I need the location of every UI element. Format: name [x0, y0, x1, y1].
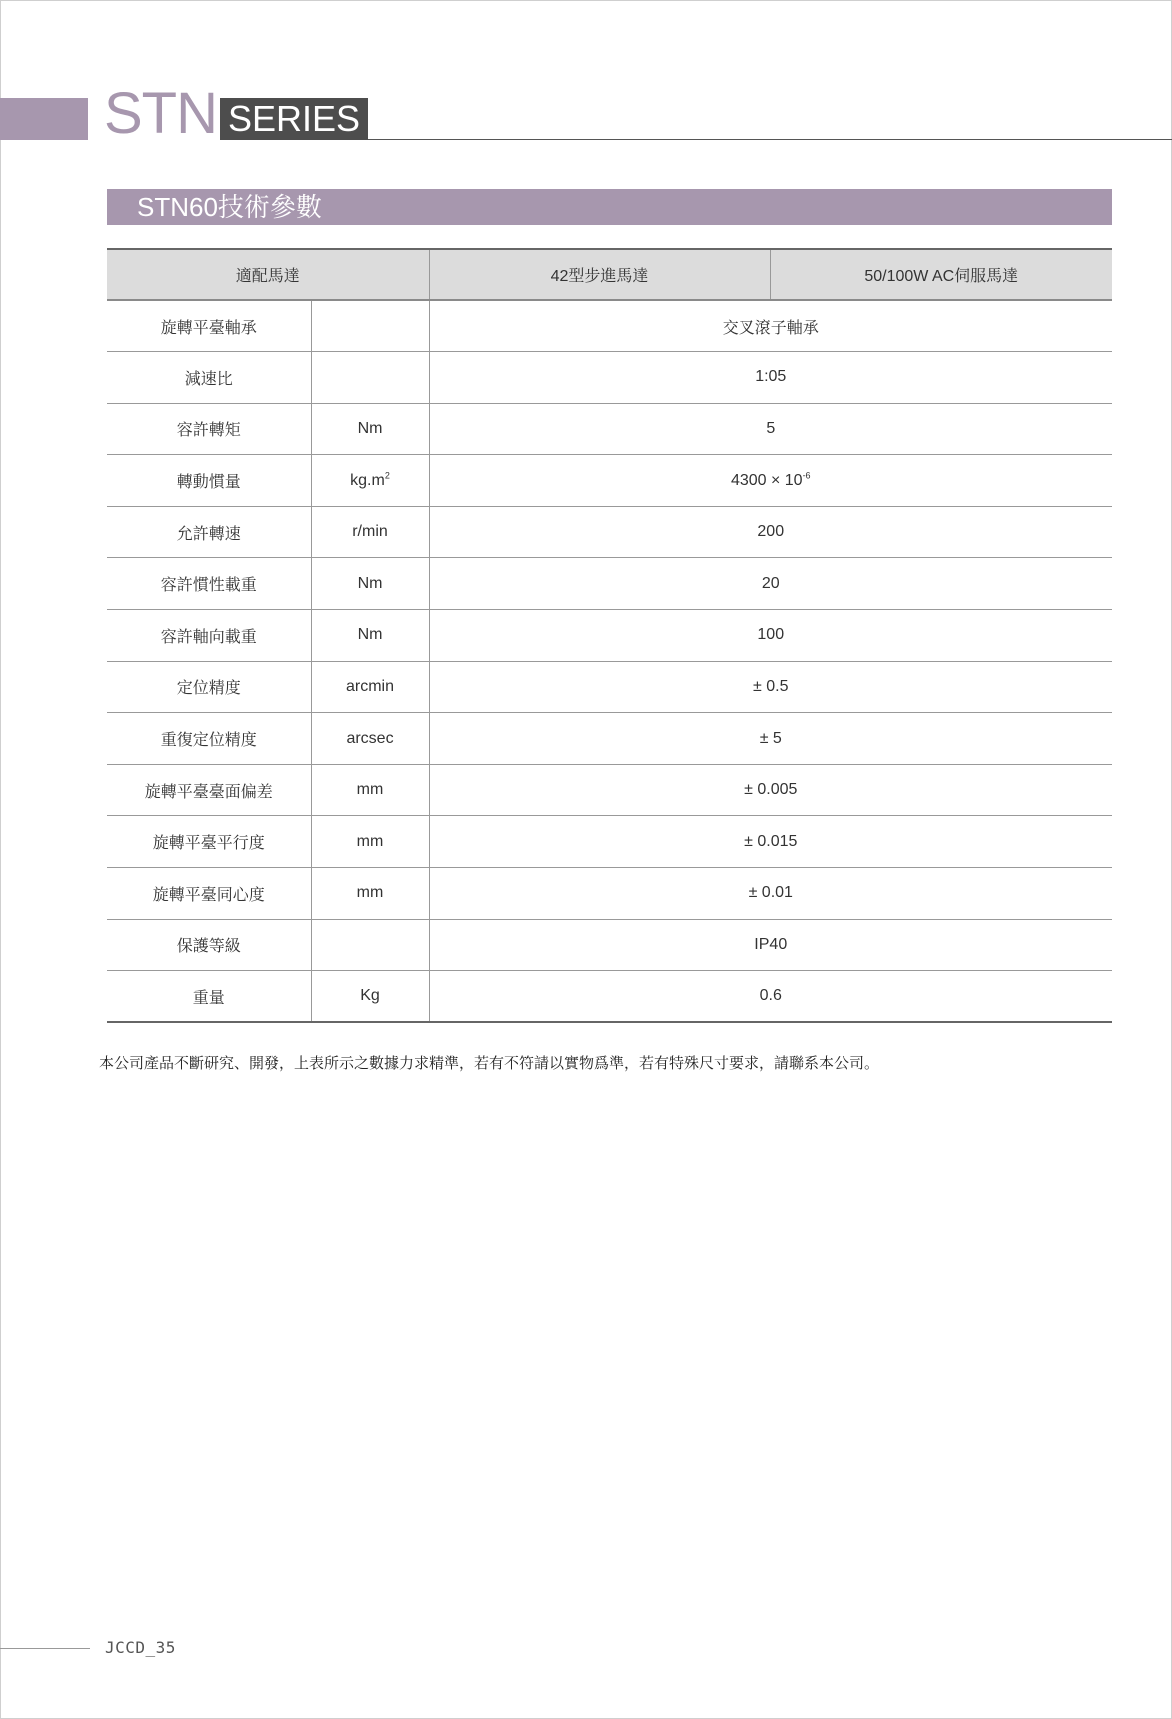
header-cell-motor: 適配馬達 [107, 249, 429, 300]
value-text: 200 [757, 523, 785, 541]
unit-text: mm [356, 781, 384, 799]
value-text: 20 [761, 574, 780, 592]
unit-text: arcmin [346, 677, 395, 695]
unit-cell [311, 816, 429, 868]
unit-text: r/min [352, 523, 388, 541]
unit-text: mm [356, 884, 384, 902]
value-cell [429, 971, 1112, 1023]
table-row [107, 816, 1112, 868]
value-cell [429, 764, 1112, 816]
table-row [107, 506, 1112, 558]
value-cell [429, 868, 1112, 920]
value-text: 1:05 [755, 368, 787, 386]
param-cell: 容許軸向載重 [107, 610, 311, 662]
unit-text: Nm [357, 626, 383, 644]
param-cell: 旋轉平臺軸承 [107, 300, 311, 352]
table-row [107, 403, 1112, 455]
header-cell-stepper: 42型步進馬達 [429, 249, 770, 300]
table-row [107, 300, 1112, 352]
unit-cell [311, 868, 429, 920]
unit-cell [311, 971, 429, 1023]
header-divider [368, 139, 1172, 140]
unit-text: Nm [357, 574, 383, 592]
value-text: 0.6 [759, 987, 782, 1005]
value-text: 100 [757, 626, 785, 644]
value-superscript: -6 [802, 470, 811, 481]
value-cell [429, 713, 1112, 765]
param-cell: 允許轉速 [107, 506, 311, 558]
value-cell [429, 661, 1112, 713]
table-row [107, 919, 1112, 971]
value-cell [429, 610, 1112, 662]
value-cell [429, 455, 1112, 507]
param-cell: 重量 [107, 971, 311, 1023]
table-row [107, 713, 1112, 765]
value-text: ± 0.5 [753, 677, 789, 695]
unit-text: arcsec [346, 729, 394, 747]
value-cell [429, 919, 1112, 971]
value-cell [429, 352, 1112, 404]
section-title: STN60技術參數 [137, 192, 322, 222]
unit-text: Kg [360, 987, 380, 1005]
table-row [107, 971, 1112, 1023]
value-text: 4300 × 10 [730, 471, 803, 489]
unit-text: mm [356, 832, 384, 850]
unit-cell [311, 352, 429, 404]
value-text: ± 0.015 [744, 832, 798, 850]
table-header-row [107, 249, 1112, 300]
param-cell: 轉動慣量 [107, 455, 311, 507]
param-cell: 旋轉平臺平行度 [107, 816, 311, 868]
value-cell [429, 816, 1112, 868]
table-row [107, 558, 1112, 610]
unit-superscript: 2 [384, 470, 390, 481]
param-cell: 保護等級 [107, 919, 311, 971]
value-text: 交叉滾子軸承 [722, 319, 819, 337]
page-number: JCCD_35 [105, 1638, 176, 1657]
unit-text: Nm [357, 419, 383, 437]
series-label: SERIES [220, 98, 368, 140]
table-row [107, 455, 1112, 507]
header-cell-servo: 50/100W AC伺服馬達 [770, 249, 1112, 300]
value-cell [429, 300, 1112, 352]
brand-title: STN [104, 81, 217, 146]
value-text: IP40 [754, 935, 788, 953]
value-text: 5 [766, 419, 776, 437]
table-row [107, 352, 1112, 404]
param-cell: 定位精度 [107, 661, 311, 713]
value-cell [429, 506, 1112, 558]
unit-cell [311, 610, 429, 662]
table-row [107, 610, 1112, 662]
unit-cell [311, 300, 429, 352]
param-cell: 旋轉平臺臺面偏差 [107, 764, 311, 816]
unit-cell [311, 764, 429, 816]
param-cell: 減速比 [107, 352, 311, 404]
footer-divider [0, 1648, 90, 1649]
table-row [107, 764, 1112, 816]
param-cell: 重復定位精度 [107, 713, 311, 765]
table-row [107, 868, 1112, 920]
value-text: ± 5 [759, 729, 782, 747]
footnote: 本公司產品不斷研究、開發，上表所示之數據力求精準，若有不符請以實物爲準，若有特殊尺寸要求，請聯系本公司。 [99, 1055, 880, 1072]
value-cell [429, 558, 1112, 610]
section-title-bar [107, 189, 1112, 225]
header-accent-block [0, 98, 88, 140]
param-cell: 旋轉平臺同心度 [107, 868, 311, 920]
param-cell: 容許慣性載重 [107, 558, 311, 610]
unit-cell [311, 506, 429, 558]
value-cell [429, 403, 1112, 455]
value-text: ± 0.01 [748, 884, 793, 902]
param-cell: 容許轉矩 [107, 403, 311, 455]
unit-cell [311, 403, 429, 455]
value-text: ± 0.005 [744, 781, 798, 799]
unit-cell [311, 919, 429, 971]
unit-text: kg.m [350, 471, 385, 489]
spec-table [107, 248, 1112, 1023]
unit-cell [311, 455, 429, 507]
unit-cell [311, 558, 429, 610]
table-row [107, 661, 1112, 713]
unit-cell [311, 661, 429, 713]
unit-cell [311, 713, 429, 765]
